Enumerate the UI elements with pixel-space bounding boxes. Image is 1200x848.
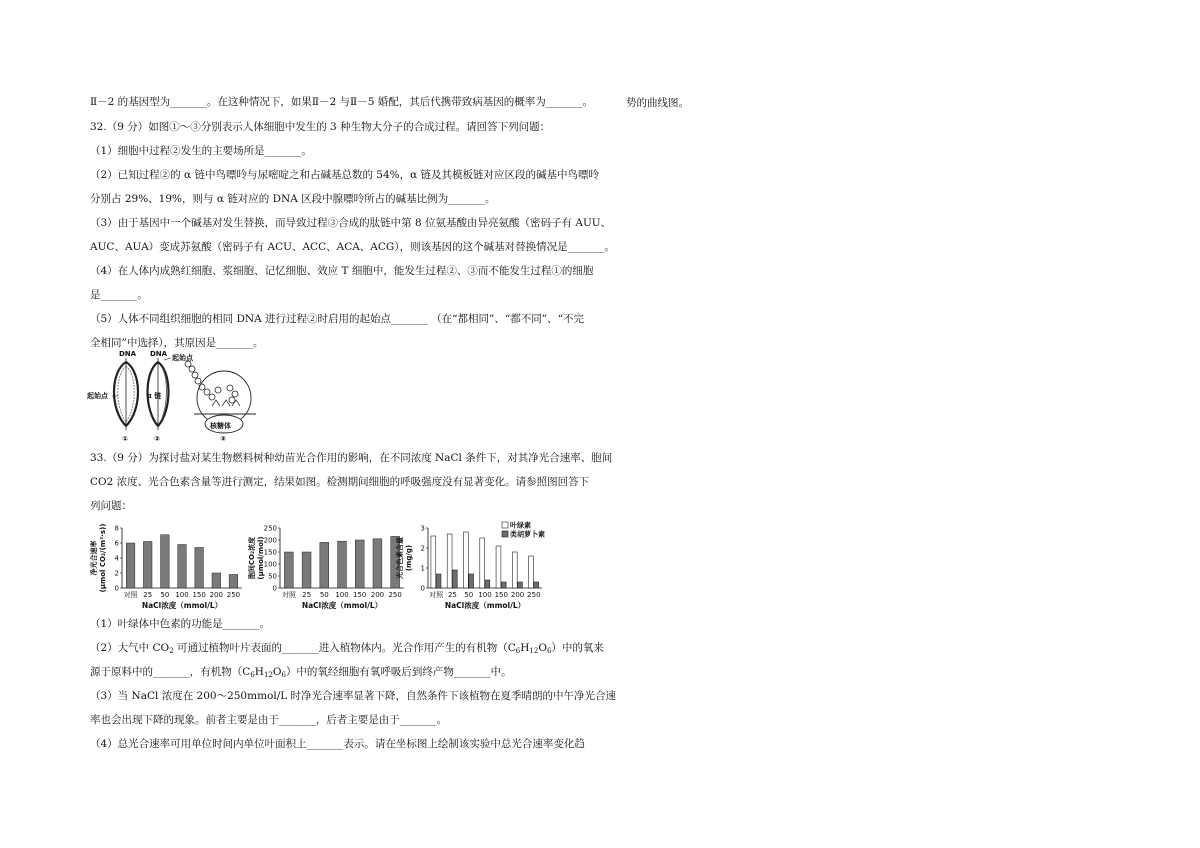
y-tick-label: 4 <box>114 554 119 563</box>
x-tick-label: 50 <box>319 591 329 599</box>
x-tick-label: 250 <box>226 591 241 599</box>
q32-part4-line1: （4）在人体内成熟红细胞、浆细胞、记忆细胞、效应 T 细胞中，能发生过程②、③而不能发生过程①的细胞 <box>90 265 594 277</box>
legend-label: 叶绿素 <box>510 521 531 530</box>
x-tick-label: 200 <box>370 591 385 599</box>
bar-carotenoid <box>452 570 457 588</box>
label-num-2: ② <box>154 435 160 443</box>
q32-part2-line1: （2）已知过程②的 α 链中鸟嘌呤与尿嘧啶之和占碱基总数的 54%，α 链及其模板链对应区段的碱基中鸟嘌呤 <box>90 169 600 181</box>
x-tick-label: 200 <box>209 591 223 599</box>
y-tick-label: 1 <box>420 564 425 573</box>
y-axis-label: 胞间CO₂浓度 <box>248 536 256 580</box>
x-tick-label: 100 <box>175 591 189 599</box>
q33-p2b-seg4: ）中的氧经细胞有氧呼吸后到终产物_______中。 <box>285 666 512 678</box>
y-tick-label: 2 <box>420 544 425 553</box>
q33-p2a-seg4: O <box>538 642 547 654</box>
x-tick-label: 50 <box>160 591 170 599</box>
y-tick-label: 8 <box>114 524 119 533</box>
q33-part3-line1: （3）当 NaCl 浓度在 200～250mmol/L 时净光合速率显著下降，自然条件下该植物在夏季晴朗的中午净光合速 <box>90 690 617 702</box>
x-axis-label: NaCl浓度（mmol/L） <box>301 601 383 610</box>
x-tick-label: 100 <box>478 591 492 599</box>
y-tick-label: 0 <box>272 584 277 593</box>
y-tick-label: 0 <box>114 584 119 593</box>
q33-p2b-seg1: 源于原料中的_______，有机物（C <box>90 666 251 678</box>
q32-part4-line2: 是_______。 <box>90 289 148 301</box>
bar <box>126 543 135 588</box>
q33-charts <box>84 518 554 612</box>
label-alpha-chain: α 链 <box>147 392 162 400</box>
q33-p2b-seg2: H <box>254 666 264 678</box>
chart-net-photosynthesis <box>89 524 242 610</box>
y-axis-label: (mg/g) <box>405 544 413 572</box>
bar <box>229 575 238 589</box>
y-tick-label: 6 <box>114 539 119 548</box>
y-tick-label: 2 <box>114 569 119 578</box>
q33-p2a-seg3: H <box>520 642 530 654</box>
x-tick-label: 25 <box>302 591 312 599</box>
q32-part1: （1）细胞中过程②发生的主要场所是_______。 <box>90 145 312 157</box>
q32-process-figure <box>84 348 274 444</box>
q33-p2a-sub-h12: 12 <box>529 647 539 655</box>
q32-part2-line2: 分别占 29%、19%，则与 α 链对应的 DNA 区段中腺嘌呤所占的碱基比例为_______。 <box>90 193 496 205</box>
x-tick-label: 25 <box>143 591 153 599</box>
bar <box>355 540 364 588</box>
bar-chlorophyll <box>431 536 436 588</box>
x-tick-label: 对照 <box>429 591 444 599</box>
bar-chlorophyll <box>480 538 485 588</box>
bar-carotenoid <box>518 582 523 588</box>
q32-part5-line2: 全相同”中选择），其原因是_______。 <box>90 337 264 349</box>
bar-carotenoid <box>485 580 490 588</box>
bar <box>161 535 170 588</box>
q33-stem-line3: 列问题： <box>90 500 132 512</box>
y-axis-label: 净光合速率 <box>90 540 98 576</box>
label-origin-2: 起始点 <box>172 354 193 362</box>
bar-chlorophyll <box>529 556 534 588</box>
q33-stem-line1: 33.（9 分）为探讨盐对某生物燃料树种幼苗光合作用的影响，在不同浓度 NaCl 条件下，对其净光合速率、胞间 <box>90 452 613 464</box>
bar <box>212 573 221 588</box>
q33-stem-line2: CO2 浓度、光合色素含量等进行测定，结果如图。检测期间细胞的呼吸强度没有显著变化。请参照图回答下 <box>90 476 590 488</box>
q33-p2a-sub-c6: 6 <box>515 647 521 655</box>
x-tick-label: 50 <box>464 591 474 599</box>
y-tick-label: 250 <box>263 524 277 533</box>
bar-chlorophyll <box>464 532 469 588</box>
label-num-1: ① <box>122 435 128 443</box>
process-3-diagram <box>185 361 256 443</box>
q33-part2-line1 <box>90 641 604 658</box>
label-dna-1: DNA <box>119 350 137 358</box>
label-origin-1: 起始点 <box>87 392 108 400</box>
bar-chlorophyll <box>496 546 501 588</box>
q33-part2-line2 <box>90 665 512 682</box>
x-tick-label: 100 <box>335 591 349 599</box>
x-tick-label: 对照 <box>123 591 138 599</box>
bar-carotenoid <box>436 574 441 588</box>
x-axis-label: NaCl浓度（mmol/L） <box>444 601 526 610</box>
q33-p2b-seg3: O <box>272 666 282 678</box>
process-1-diagram <box>87 350 138 443</box>
bar <box>302 552 311 588</box>
q32-part5-line1: （5）人体不同组织细胞的相同 DNA 进行过程②时启用的起始点_______ （在“都相同”、“都不同”、“不完 <box>90 313 584 325</box>
y-tick-label: 150 <box>263 548 277 557</box>
bar-chlorophyll <box>512 552 517 588</box>
x-tick-label: 对照 <box>281 591 296 599</box>
q32-part3-line2: AUC、AUA）变成苏氨酸（密码子有 ACU、ACC、ACA、ACG），则该基因的这个碱基对替换情况是_______。 <box>90 241 615 253</box>
q33-part3-line2: 率也会出现下降的现象。前者主要是由于_______，后者主要是由于_______。 <box>90 714 447 726</box>
x-tick-label: 25 <box>447 591 457 599</box>
q33-p2a-sub-o6: 6 <box>546 647 552 655</box>
q31-tail-line: Ⅱ－2 的基因型为_______。在这种情况下，如果Ⅱ－2 与Ⅱ－5 婚配，其后代携带致病基因的概率为_______。 <box>90 96 593 108</box>
y-tick-label: 100 <box>263 560 277 569</box>
chart-intercellular-co2 <box>247 525 404 611</box>
q33-part1: （1）叶绿体中色素的功能是_______。 <box>90 618 270 630</box>
x-tick-label: 250 <box>527 591 541 599</box>
x-tick-label: 150 <box>494 591 508 599</box>
bar-carotenoid <box>469 574 474 588</box>
label-ribosome: 核糖体 <box>210 422 231 430</box>
label-dna-2: DNA <box>150 350 168 358</box>
q33-part4: （4）总光合速率可用单位时间内单位叶面积上_______表示。请在坐标图上绘制该实验中总光合速率变化趋 <box>90 738 585 750</box>
q32-part3-line1: （3）由于基因中一个碱基对发生替换，而导致过程③合成的肽链中第 8 位氨基酸由异亮氨酸（密码子有 AUU、 <box>90 217 612 229</box>
x-tick-label: 200 <box>510 591 525 599</box>
q33-p2b-sub-h12: 12 <box>263 671 273 679</box>
y-tick-label: 200 <box>263 536 277 545</box>
bar-chlorophyll <box>447 534 452 588</box>
x-tick-label: 250 <box>388 591 402 599</box>
bar <box>338 541 347 588</box>
bar <box>320 542 329 588</box>
bar <box>373 539 382 588</box>
q33-p2b-sub-o6: 6 <box>281 671 286 679</box>
y-tick-label: 50 <box>268 572 277 581</box>
y-axis-label: 光合色素含量 <box>396 537 404 579</box>
x-tick-label: 150 <box>192 591 206 599</box>
legend-swatch <box>502 531 508 537</box>
bar-carotenoid <box>501 582 506 588</box>
y-tick-label: 3 <box>420 524 425 533</box>
bar-carotenoid <box>534 582 539 588</box>
q32-stem: 32.（9 分）如图①～③分别表示人体细胞中发生的 3 种生物大分子的合成过程。请回答下列问题： <box>90 121 551 133</box>
chart-photosynthetic-pigments <box>395 521 545 611</box>
q33-p2a-seg2: 可通过植物叶片表面的_______进入植物体内。光合作用产生的有机物（C <box>173 642 516 654</box>
x-axis-label: NaCl浓度（mmol/L） <box>141 601 223 610</box>
q33-p2a-seg5: ）中的氧来 <box>551 642 604 654</box>
bar <box>178 545 187 589</box>
process-2-diagram <box>147 350 194 443</box>
bar <box>195 548 204 589</box>
right-column-text: 势的曲线图。 <box>626 97 689 109</box>
y-tick-label: 0 <box>420 584 425 593</box>
bar <box>284 552 293 588</box>
label-num-3: ③ <box>220 435 226 443</box>
q33-p2b-sub-c6: 6 <box>250 671 255 679</box>
legend-swatch <box>502 522 508 528</box>
y-axis-label: (μmol/mol) <box>257 536 265 580</box>
legend-label: 类胡萝卜素 <box>510 530 545 539</box>
q33-p2a-sub-co2: 2 <box>169 647 174 655</box>
bar <box>143 542 152 589</box>
q33-p2a-seg1: （2）大气中 CO <box>90 642 170 654</box>
y-axis-label: (μmol CO₂/(m²·s)) <box>99 523 107 593</box>
x-tick-label: 150 <box>353 591 367 599</box>
